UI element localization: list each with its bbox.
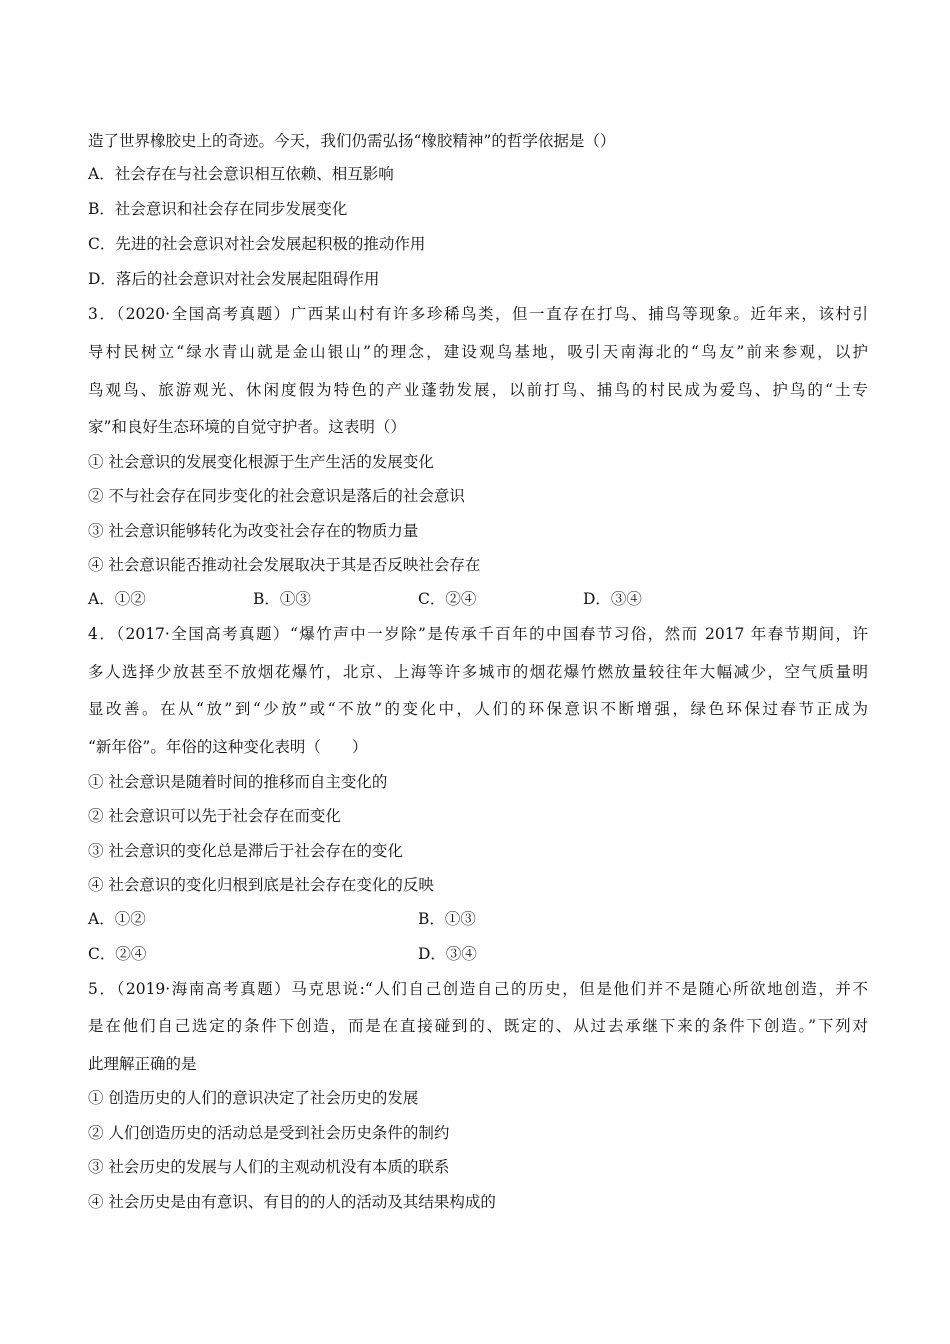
q2-option-d: D．落后的社会意识对社会发展起阻碍作用 — [88, 270, 380, 288]
q5-stem-line-2: 是在他们自己选定的条件下创造，而是在直接碰到的、既定的、从过去承继下来的条件下创造。”下列对 — [88, 1017, 868, 1035]
q4-statement-1: ① 社会意识是随着时间的推移而自主变化的 — [88, 773, 388, 791]
q3-statement-4: ④ 社会意识能否推动社会发展取决于其是否反映社会存在 — [88, 556, 481, 574]
q3-stem-line-2: 导村民树立“绿水青山就是金山银山”的理念，建设观鸟基地，吸引天南海北的“鸟友”前来参观，以护 — [88, 343, 868, 361]
q3-statement-1: ① 社会意识的发展变化根源于生产生活的发展变化 — [88, 453, 434, 471]
q4-stem-line-3: 显改善。在从“放”到“少放”或“不放”的变化中，人们的环保意识不断增强，绿色环保过春节正成为 — [88, 700, 868, 718]
q3-choice-c: C．②④ — [418, 590, 477, 608]
q3-statement-3: ③ 社会意识能够转化为改变社会存在的物质力量 — [88, 522, 419, 540]
q4-choice-b: B．①③ — [418, 910, 476, 928]
q4-stem-line-4: “新年俗”。年俗的这种变化表明（ ） — [88, 738, 368, 756]
q4-statement-2: ② 社会意识可以先于社会存在而变化 — [88, 807, 341, 825]
q5-statement-3: ③ 社会历史的发展与人们的主观动机没有本质的联系 — [88, 1158, 450, 1176]
q3-stem-line-4: 家”和良好生态环境的自觉守护者。这表明（） — [88, 418, 406, 436]
q4-stem-line-1: 4．（2017·全国高考真题）“爆竹声中一岁除”是传承千百年的中国春节习俗，然而 2017 年春节期间，许 — [88, 625, 868, 643]
q3-choice-a: A．①② — [88, 590, 146, 608]
q3-stem-line-3: 鸟观鸟、旅游观光、休闲度假为特色的产业蓬勃发展，以前打鸟、捕鸟的村民成为爱鸟、护鸟的“土专 — [88, 381, 868, 399]
q3-statement-2: ② 不与社会存在同步变化的社会意识是落后的社会意识 — [88, 487, 465, 505]
q4-statement-4: ④ 社会意识的变化归根到底是社会存在变化的反映 — [88, 876, 434, 894]
q3-stem-line-1: 3．（2020·全国高考真题）广西某山村有许多珍稀鸟类，但一直存在打鸟、捕鸟等现象。近年来，该村引 — [88, 305, 868, 323]
q5-statement-2: ② 人们创造历史的活动总是受到社会历史条件的制约 — [88, 1124, 450, 1142]
q2-option-a: A．社会存在与社会意识相互依赖、相互影响 — [88, 165, 394, 183]
q4-choice-a: A．①② — [88, 910, 146, 928]
q5-statement-4: ④ 社会历史是由有意识、有目的的人的活动及其结果构成的 — [88, 1193, 496, 1211]
q5-stem-line-3: 此理解正确的是 — [88, 1055, 197, 1073]
q4-choice-d: D．③④ — [418, 945, 477, 963]
q5-stem-line-1: 5．（2019·海南高考真题）马克思说:“人们自己创造自己的历史，但是他们并不是随心所欲地创造，并不 — [88, 980, 868, 998]
q4-stem-line-2: 多人选择少放甚至不放烟花爆竹，北京、上海等许多城市的烟花爆竹燃放量较往年大幅减少，空气质量明 — [88, 663, 868, 681]
q2-option-c: C．先进的社会意识对社会发展起积极的推动作用 — [88, 235, 426, 253]
q2-stem-end: 造了世界橡胶史上的奇迹。今天，我们仍需弘扬“橡胶精神”的哲学依据是（） — [88, 132, 616, 150]
q3-choice-d: D．③④ — [583, 590, 642, 608]
q4-choice-c: C．②④ — [88, 945, 147, 963]
q5-statement-1: ① 创造历史的人们的意识决定了社会历史的发展 — [88, 1089, 419, 1107]
q4-statement-3: ③ 社会意识的变化总是滞后于社会存在的变化 — [88, 842, 403, 860]
q2-option-b: B．社会意识和社会存在同步发展变化 — [88, 200, 348, 218]
q3-choice-b: B．①③ — [253, 590, 311, 608]
